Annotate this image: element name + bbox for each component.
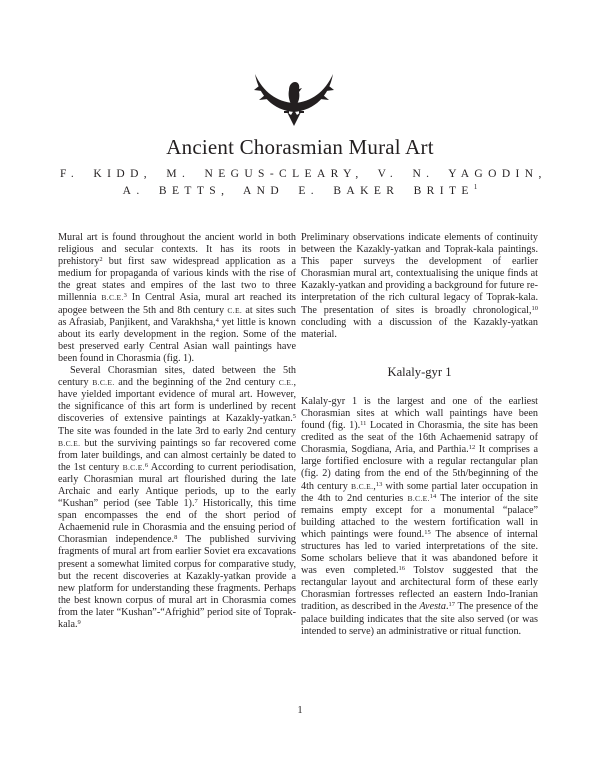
authors-line-2: A. BETTS, AND E. BAKER BRITE$^1$ [122, 183, 478, 197]
paragraph: Preliminary observations indicate elements of continuity between the Kazakly-yatkan and Toprak-kala paintings. This paper surveys the development of earlier Chorasmian mural art, contextualising the unique finds at Kazakly-yatkan and providing a background for future re-interpretation of the rich cultural legacy of Toprak-kala. The presentation of sites is broadly chronological,$^{10}$ concluding with a discussion of the Kazakly-yatkan material. [301, 232, 538, 340]
paragraph: Kalaly-gyr 1 is the largest and one of the earliest Chorasmian sites at which wall paintings have been found (fig. 1).$^{11}$ Located in Chorasmia, the site has been credited as the seat of the 16th Achaemenid satrapy of Chorasmia, Sogdiana, Aria, and Parthia.$^{12}$ It comprises a large fortified enclosure with a regular rectangular plan (fig. 2) dating from the end of the 5th/beginning of the 4th century B.C.E.,$^{13}$ with some partial later occupation in the 4th to 2nd centuries B.C.E.$^{14}$ The interior of the site remains empty except for a monumental “palace” building attached to the western fortification wall in which paintings were found.$^{15}$ The absence of internal structures has led to varied interpretations of the site. Some scholars believe that it was abandoned before it was even completed.$^{16}$ Tolstov suggested that the rectangular layout and architectural form of these early Chorasmian fortresses reflected an eastern Indo-Iranian tradition, as described in the Avesta.$^{17}$ The presence of the palace building indicates that the site also served (or was intended to serve) an administrative or ritual function. [301, 395, 538, 637]
right-column [301, 232, 538, 638]
footnote-ref: 1 [473, 183, 478, 191]
page-number: 1 [297, 705, 303, 716]
authors-line-1: F. KIDD, M. NEGUS-CLEARY, V. N. YAGODIN, [60, 168, 547, 180]
paragraph: Mural art is found throughout the ancient world in both religious and secular contexts. It has its roots in prehistory$^2$ but first saw widespread application as a medium for propaganda of various kinds with the rise of the great states and empires of the last two to three millennia B.C.E.$^3$ In Central Asia, mural art reached its apogee between the 5th and 8th century C.E. at sites such as Afrasiab, Panjikent, and Varakhsha,$^4$ yet little is known about its early development in the region. Some of the best preserved early Central Asian wall paintings have been found in Chorasmia (fig. 1). [58, 232, 297, 364]
section-heading: Kalaly-gyr 1 [387, 364, 452, 379]
eagle-bird-emblem-icon [253, 70, 335, 126]
paragraph: Several Chorasmian sites, dated between the 5th century B.C.E. and the beginning of the 2nd century C.E., have yielded important evidence of mural art. However, the significance of this art form is underlined by recent discoveries of extensive paintings at Kazakly-yatkan.$^5$ The site was founded in the late 3rd to early 2nd century B.C.E. but the surviving paintings so far recovered come from later buildings, and can almost certainly be dated to the 1st century B.C.E.$^6$ According to current periodisation, early Chorasmian mural art flourished during the late Archaic and early Antique periods, up to the early “Kushan” period (see Table 1).$^7$ Historically, this time span encompasses the end of the short period of Achaemenid rule in Chorasmia and the ensuing period of Chorasmian independence.$^8$ The published surviving fragments of mural art from earlier Soviet era excavations present a somewhat limited corpus for comparative study, but the recent discoveries at Kazakly-yatkan provide a new platform for understanding these fragments. Perhaps the best known corpus of mural art in Chorasmia comes from the later “Kushan”-“Afrighid” period site of Toprak-kala.$^9$ [58, 365, 297, 630]
article-title: Ancient Chorasmian Mural Art [166, 135, 434, 159]
left-column [58, 232, 296, 631]
